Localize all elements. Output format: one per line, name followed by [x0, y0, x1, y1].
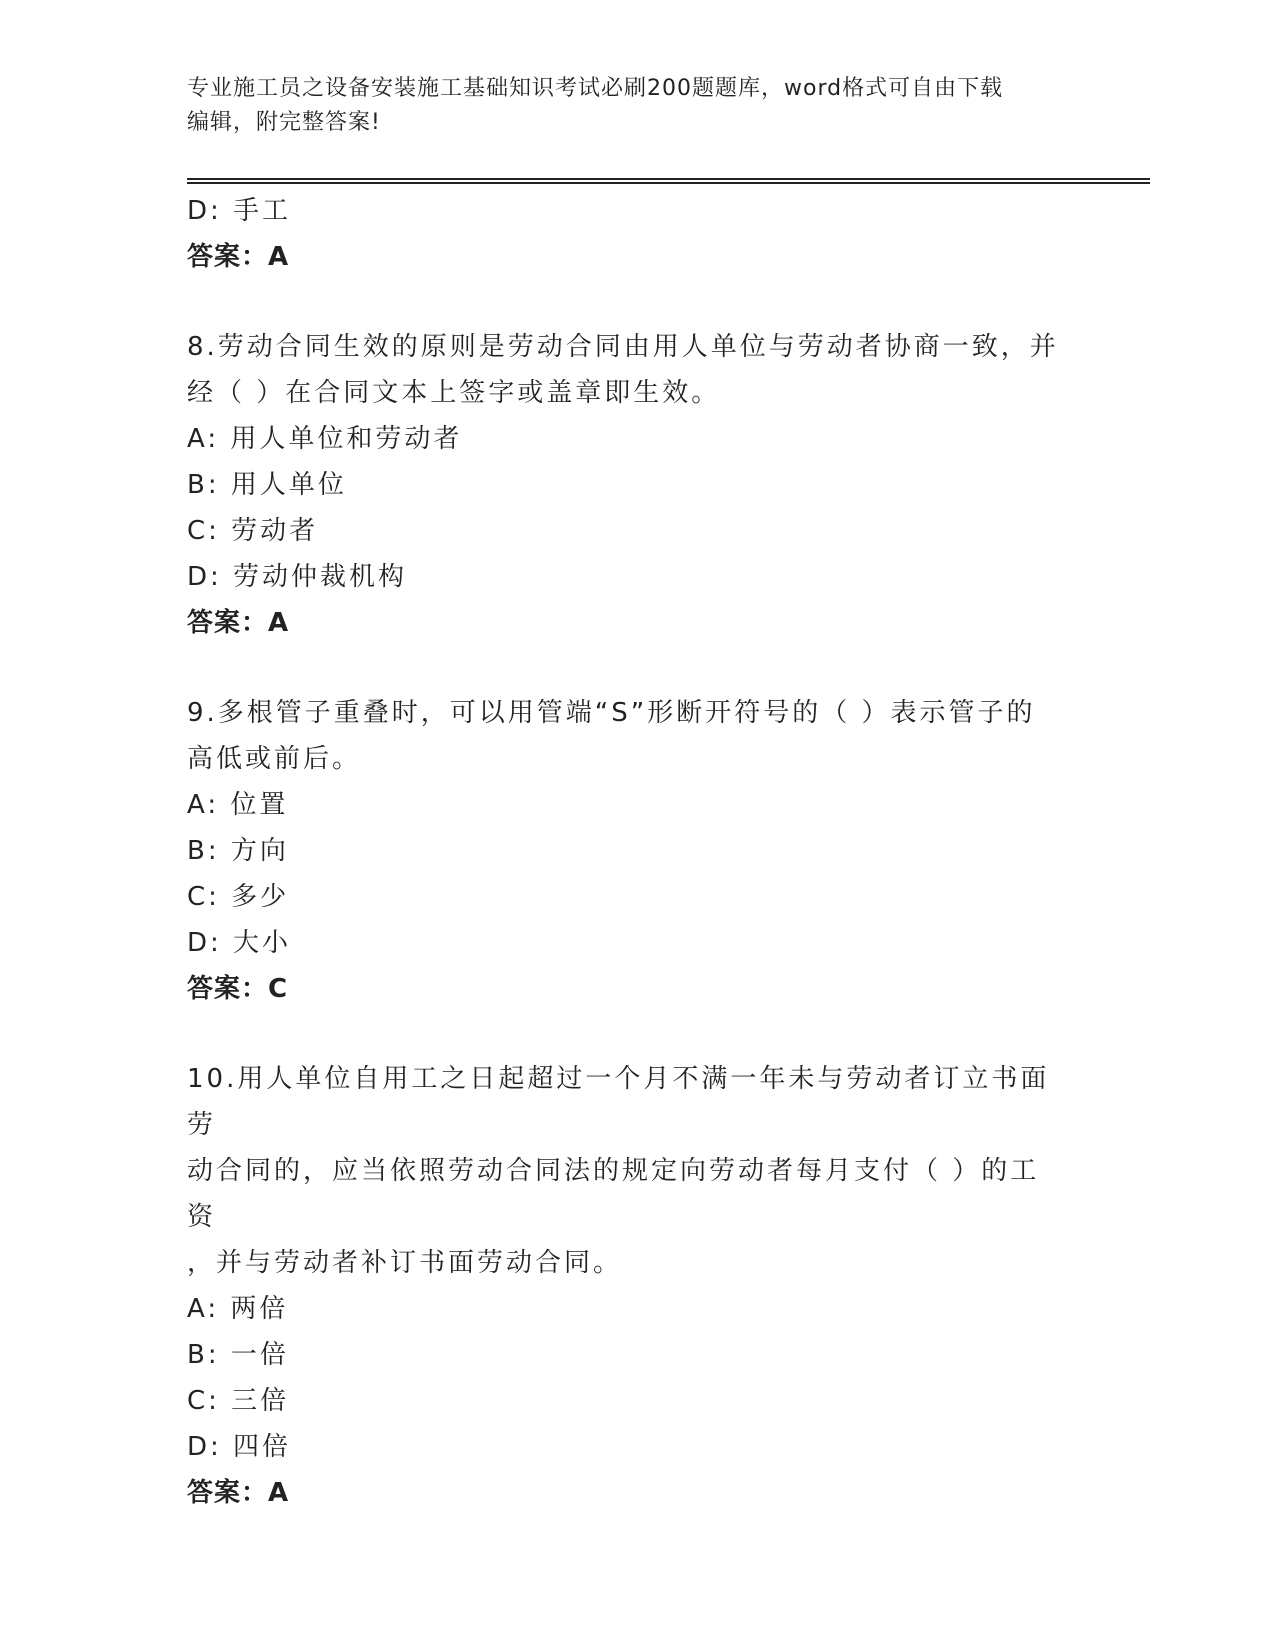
header-divider-top: [187, 178, 1150, 180]
option-b: B: 用人单位: [187, 470, 347, 500]
option-a: A: 用人单位和劳动者: [187, 424, 463, 454]
question-stem-line-1: 9.多根管子重叠时，可以用管端“S”形断开符号的（ ）表示管子的: [187, 698, 1036, 728]
option-d: D: 大小: [187, 928, 292, 958]
option-a: A: 两倍: [187, 1294, 289, 1324]
option-c: C: 三倍: [187, 1386, 290, 1416]
document-header: [187, 72, 1067, 140]
header-title-line-2: 编辑，附完整答案!: [187, 110, 381, 135]
option-a: A: 位置: [187, 790, 289, 820]
document-body: [187, 188, 1067, 1516]
answer-line: 答案：A: [187, 1478, 290, 1508]
question-stem-line-1: 8.劳动合同生效的原则是劳动合同由用人单位与劳动者协商一致，并: [187, 332, 1059, 362]
option-d: D: 手工: [187, 196, 292, 226]
question-stem-line-2: 动合同的，应当依照劳动合同法的规定向劳动者每月支付（ ）的工资: [187, 1156, 1040, 1232]
option-c: C: 多少: [187, 882, 290, 912]
header-title-line-1: 专业施工员之设备安装施工基础知识考试必刷200题题库，word格式可自由下载: [187, 76, 1004, 101]
option-c: C: 劳动者: [187, 516, 319, 546]
option-d: D: 劳动仲裁机构: [187, 562, 408, 592]
header-divider-bottom: [187, 182, 1150, 184]
question-9: [187, 690, 1067, 1012]
answer-line: 答案：A: [187, 608, 290, 638]
question-stem-line-1: 10.用人单位自用工之日起超过一个月不满一年未与劳动者订立书面劳: [187, 1064, 1050, 1140]
question-stem-line-3: ，并与劳动者补订书面劳动合同。: [187, 1248, 623, 1278]
previous-question-tail: [187, 188, 1067, 280]
question-stem-line-2: 经（ ）在合同文本上签字或盖章即生效。: [187, 378, 721, 408]
option-b: B: 一倍: [187, 1340, 289, 1370]
question-10: [187, 1056, 1067, 1516]
option-d: D: 四倍: [187, 1432, 292, 1462]
answer-line: 答案：C: [187, 974, 289, 1004]
option-b: B: 方向: [187, 836, 289, 866]
question-stem-line-2: 高低或前后。: [187, 744, 362, 774]
question-8: [187, 324, 1067, 646]
answer-line: 答案：A: [187, 242, 290, 272]
